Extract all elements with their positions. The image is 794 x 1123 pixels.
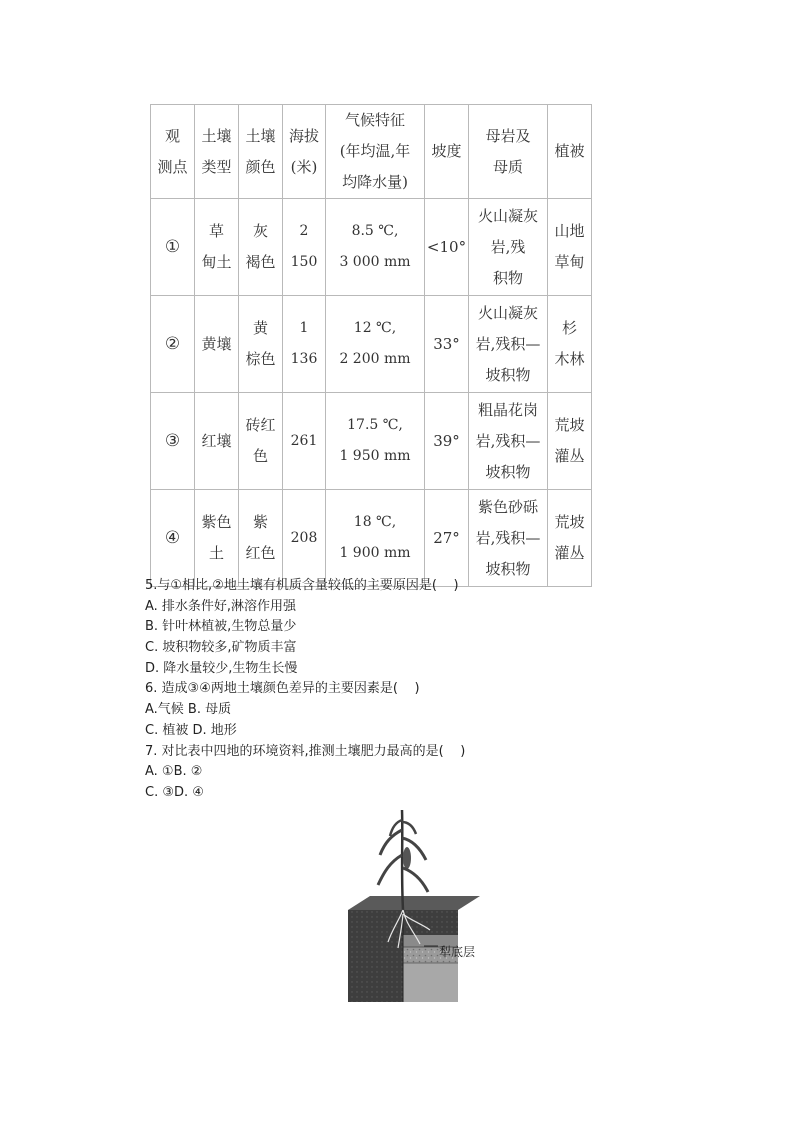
question-list <box>145 576 665 804</box>
header-cell: 气候特征 (年均温,年 均降水量) <box>326 105 425 199</box>
vegetation-cell: 山地 草甸 <box>548 199 592 296</box>
altitude-cell: 2 150 <box>283 199 326 296</box>
climate-cell: 17.5 ℃, 1 950 mm <box>326 393 425 490</box>
point-cell: ② <box>151 296 195 393</box>
parent-material-cell: 火山凝灰 岩,残 积物 <box>469 199 548 296</box>
vegetation-cell: 杉 木林 <box>548 296 592 393</box>
header-cell: 植被 <box>548 105 592 199</box>
header-cell: 海拔 (米) <box>283 105 326 199</box>
point-cell: ③ <box>151 393 195 490</box>
point-cell: ④ <box>151 490 195 587</box>
option-a: A. 排水条件好,淋溶作用强 <box>145 598 297 614</box>
option-d: D. 降水量较少,生物生长慢 <box>145 660 298 676</box>
options-cd: C. ③D. ④ <box>145 784 204 800</box>
option-c: C. 坡积物较多,矿物质丰富 <box>145 640 297 656</box>
slope-cell: 27° <box>425 490 469 587</box>
soil-color-cell: 灰 褐色 <box>239 199 283 296</box>
soil-data-table <box>150 104 592 587</box>
options-ab: A. ①B. ② <box>145 764 203 780</box>
header-cell: 土壤 颜色 <box>239 105 283 199</box>
table-row <box>151 199 592 296</box>
options-cd: C. 植被 D. 地形 <box>145 722 237 738</box>
table-header-row <box>151 105 592 199</box>
parent-material-cell: 火山凝灰 岩,残积— 坡积物 <box>469 296 548 393</box>
table-row <box>151 296 592 393</box>
header-cell: 土壤 类型 <box>195 105 239 199</box>
header-cell: 坡度 <box>425 105 469 199</box>
altitude-cell: 1 136 <box>283 296 326 393</box>
soil-type-cell: 黄壤 <box>195 296 239 393</box>
parent-material-cell: 粗晶花岗 岩,残积— 坡积物 <box>469 393 548 490</box>
vegetation-cell: 荒坡 灌丛 <box>548 490 592 587</box>
slope-cell: 39° <box>425 393 469 490</box>
table-row <box>151 490 592 587</box>
soil-color-cell: 黄 棕色 <box>239 296 283 393</box>
soil-type-cell: 红壤 <box>195 393 239 490</box>
altitude-cell: 208 <box>283 490 326 587</box>
option-b: B. 针叶林植被,生物总量少 <box>145 619 297 635</box>
plow-pan-label: 犁底层 <box>439 945 476 959</box>
header-cell: 观 测点 <box>151 105 195 199</box>
question-7: 7. 对比表中四地的环境资料,推测土壤肥力最高的是( ) <box>145 743 466 759</box>
corn-plant-soil-profile-icon <box>340 810 480 1005</box>
question-5: 5.与①相比,②地土壤有机质含量较低的主要原因是( ) <box>145 578 459 593</box>
slope-cell: 33° <box>425 296 469 393</box>
table-row <box>151 393 592 490</box>
climate-cell: 12 ℃, 2 200 mm <box>326 296 425 393</box>
climate-cell: 18 ℃, 1 900 mm <box>326 490 425 587</box>
slope-cell: <10° <box>425 199 469 296</box>
soil-color-cell: 砖红 色 <box>239 393 283 490</box>
soil-color-cell: 紫 红色 <box>239 490 283 587</box>
options-ab: A.气候 B. 母质 <box>145 702 232 718</box>
vegetation-cell: 荒坡 灌丛 <box>548 393 592 490</box>
altitude-cell: 261 <box>283 393 326 490</box>
climate-cell: 8.5 ℃, 3 000 mm <box>326 199 425 296</box>
parent-material-cell: 紫色砂砾 岩,残积— 坡积物 <box>469 490 548 587</box>
header-cell: 母岩及 母质 <box>469 105 548 199</box>
soil-type-cell: 草 甸土 <box>195 199 239 296</box>
question-6: 6. 造成③④两地土壤颜色差异的主要因素是( ) <box>145 681 420 697</box>
soil-type-cell: 紫色 土 <box>195 490 239 587</box>
point-cell: ① <box>151 199 195 296</box>
